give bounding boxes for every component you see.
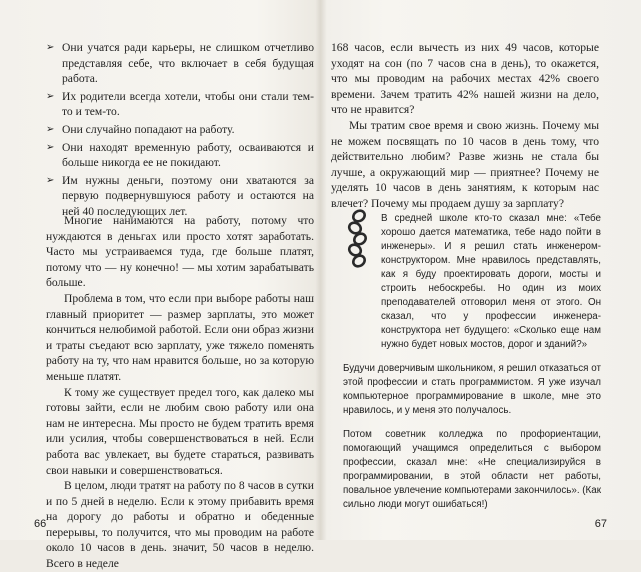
paragraph: Мы тратим свое время и свою жизнь. Почему мы не можем посвящать по 10 часов в день тому, что действительно любим? Разве жизнь не стала бы лучше, а окружающий мир — приятнее? Почему не уделять 10 часов в день занятиям, к которым нас влечет? Почему мы продаем душу за зарплату?	[331, 118, 599, 210]
bullet-item	[46, 122, 314, 138]
bullet-text: Им нужны деньги, поэтому они хватаются за первую подвернувшуюся работу и остаются на ней 40 последующих лет.	[62, 173, 314, 218]
bullet-item	[46, 89, 314, 120]
arrow-bullet-icon: ➢	[46, 123, 55, 135]
story-inset	[343, 208, 601, 512]
bullet-text: Они случайно попадают на работу.	[62, 122, 235, 136]
bullet-item	[46, 140, 314, 171]
bullet-text: Они находят временную работу, осваиваются и больше никогда ее не покидают.	[62, 140, 314, 170]
right-body-text	[331, 40, 599, 212]
page-number-left: 66	[34, 518, 47, 530]
bullet-text: Их родители всегда хотели, чтобы они стали тем-то и тем-то.	[62, 89, 314, 119]
paragraph: В целом, люди тратят на работу по 8 часов в сутки и по 5 дней в неделю. Если к этому прибавить время на дорогу до работы и обратно и обеденные перерывы, то получится, что мы проводим на работе около 10 часов в день. значит, 50 часов в неделю. Всего в неделе	[46, 479, 314, 571]
paragraph: Многие нанимаются на работу, потому что нуждаются в деньгах или просто хотят заработать. Часто мы устраиваемся туда, где больше платят, потому что — ну конечно! — мы хотим зарабатывать больше.	[46, 214, 314, 290]
arrow-bullet-icon: ➢	[46, 90, 55, 102]
bullet-list	[46, 40, 314, 222]
arrow-bullet-icon: ➢	[46, 42, 55, 53]
paragraph: 168 часов, если вычесть из них 49 часов, которые уходят на сон (по 7 часов сна в день), то окажется, что мы проводим на рабочих местах 42% своего времени. Зачем тратить 42% нашей жизни на дело, что не нравится?	[331, 41, 599, 117]
left-page	[0, 0, 320, 571]
chain-links-icon	[343, 208, 375, 270]
bullet-text: Они учатся ради карьеры, не слишком отчетливо представляя себе, что включает в себя будущая работа.	[62, 41, 314, 86]
arrow-bullet-icon: ➢	[46, 174, 55, 186]
inset-paragraph: Будучи доверчивым школьником, я решил отказаться от этой профессии и стать программистом. Я уже изучал компьютерное программирование в школе, мне это нравилось, и у меня это получалось.	[343, 363, 601, 416]
inset-quote: В средней школе кто-то сказал мне: «Тебе хорошо дается математика, тебе надо пойти в инженеры». И я решил стать инженером-конструктором. Мне нравилось представлять, как я буду проектировать дороги, мосты и строить небоскребы. Но один из моих преподавателей отговорил меня от этого. Он сказал, что у профессии инженера-конструктора нет будущего: «Сколько еще нам нужно будет новых мостов, дорог и зданий?»	[381, 213, 601, 350]
arrow-bullet-icon: ➢	[46, 141, 55, 153]
bullet-item	[46, 40, 314, 87]
right-page	[321, 0, 641, 540]
page-number-right: 67	[594, 518, 607, 530]
paragraph: К тому же существует предел того, как далеко мы готовы зайти, если не любим свою работу или она нам не интересна. Мы просто не будем тратить время или усилия, чтобы совершенствоваться в ней. Если работа вас увлекает, вы будете стараться, развивать свои навыки и совершенствоваться.	[46, 385, 314, 477]
paragraph: Проблема в том, что если при выборе работы наш главный приоритет — размер зарплаты, это может кончиться нелюбимой работой. Если они образ жизни и траты съедают всю зарплату, уже тяжело поменять работу на ту, что нам нравится больше, но за которую меньше платят.	[46, 291, 314, 383]
inset-paragraph: Потом советник колледжа по профориентации, помогающий учащимся определиться с выбором профессии, сказал мне: «Не специализируйся в программировании, в этой области нет работы, повальное увлечение компьютерами закончилось». (Как сильно люди могут ошибаться!)	[343, 429, 601, 510]
left-body-text	[46, 213, 314, 572]
